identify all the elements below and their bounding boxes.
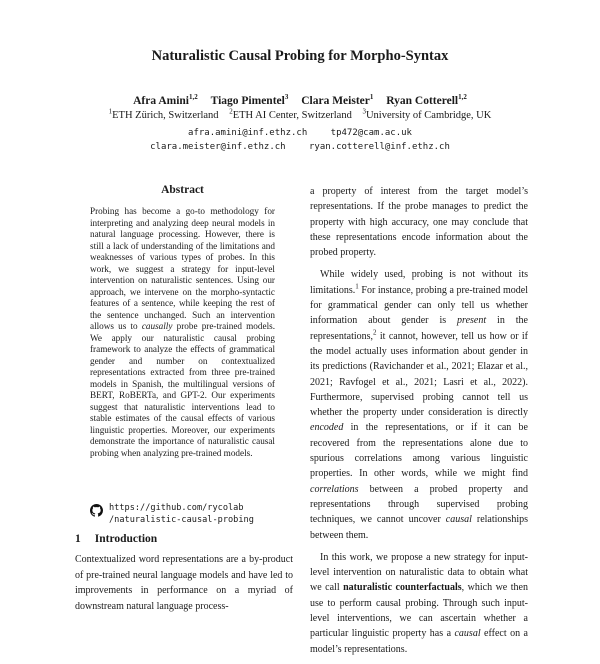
email-address: clara.meister@inf.ethz.ch	[150, 142, 286, 152]
paragraph: a property of interest from the target model’s representations. If the probe manages to predict the property with high accuracy, one may conclude that these representations encode information about the probed property.	[310, 186, 528, 259]
paper-title: Naturalistic Causal Probing for Morpho-Syntax	[151, 48, 449, 64]
author-name: Clara Meister$^1$	[301, 93, 374, 107]
author-list	[0, 95, 600, 107]
email-row	[0, 142, 600, 152]
paragraph: In this work, we propose a new strategy for input-level intervention on naturalistic data to obtain what we call naturalistic counterfactuals, which we then use to perform causal probing. Through such input-level interventions, we can ascertain whether a particular linguistic property has a causal effect on a model’s representations.	[310, 551, 528, 655]
affiliation: $^1$ETH Zürich, Switzerland	[108, 107, 219, 121]
email-address: ryan.cotterell@inf.ethz.ch	[309, 142, 450, 152]
author-name: Tiago Pimentel$^3$	[210, 93, 289, 107]
repo-link[interactable]: https://github.com/rycolab	[109, 503, 244, 513]
affiliation: $^2$ETH AI Center, Switzerland	[229, 107, 352, 121]
email-address: tp472@cam.ac.uk	[330, 128, 412, 138]
introduction-text: Contextualized word representations are a by-product of pre-trained neural language models and have led to improvements in performance on a myriad of downstream natural language process-	[75, 554, 293, 612]
paragraph: While widely used, probing is not without its limitations.$^1$ For instance, probing a pre-trained model for grammatical gender can only tell us whether information about gender is present in the representations,$^2$ it cannot, however, tell us how or if the model actually uses information about gender in its predictions (Ravichander et al., 2021; Elazar et al., 2021; Ravfogel et al., 2021; Lasri et al., 2022). Furthermore, supervised probing cannot tell us whether the property under consideration is directly encoded in the representations, or if it can be recovered from the representations alone due to spurious correlations among various linguistic properties. In other words, while we might find correlations between a probed property and representations through supervised probing techniques, we cannot uncover causal relationships between them.	[310, 269, 528, 541]
email-row	[0, 128, 600, 138]
repo-link-path[interactable]: /naturalistic-causal-probing	[109, 515, 254, 525]
github-icon	[90, 504, 103, 517]
abstract-text: Probing has become a go-to methodology for interpreting and analyzing deep neural models in natural language processing. However, there is still a lack of understanding of the limitations and weaknesses of various types of probes. In this work, we suggest a strategy for input-level intervention on naturalistic sentences. Using our approach, we intervene on the morpho-syntactic features of a sentence, while keeping the rest of the sentence unchanged. Such an intervention allows us to causally probe pre-trained models. We apply our naturalistic causal probing framework to analyze the effects of grammatical gender and number on contextualized representations extracted from three pre-trained models in Spanish, the multilingual versions of BERT, RoBERTa, and GPT-2. Our experiments suggest that naturalistic interventions lead to stable estimates of the causal effects of various linguistic properties. Moreover, our experiments demonstrate the importance of naturalistic causal probing when analyzing pre-trained models.	[90, 206, 275, 458]
author-name: Ryan Cotterell$^{1,2}$	[386, 93, 467, 107]
affiliation-list	[0, 107, 600, 121]
code-repository	[90, 502, 290, 526]
affiliation: $^3$University of Cambridge, UK	[362, 107, 492, 121]
abstract-heading: Abstract	[161, 184, 204, 196]
section-heading-introduction: 1 Introduction	[75, 533, 158, 545]
email-address: afra.amini@inf.ethz.ch	[188, 128, 308, 138]
right-column-text	[310, 184, 528, 664]
author-name: Afra Amini$^{1,2}$	[133, 93, 198, 107]
